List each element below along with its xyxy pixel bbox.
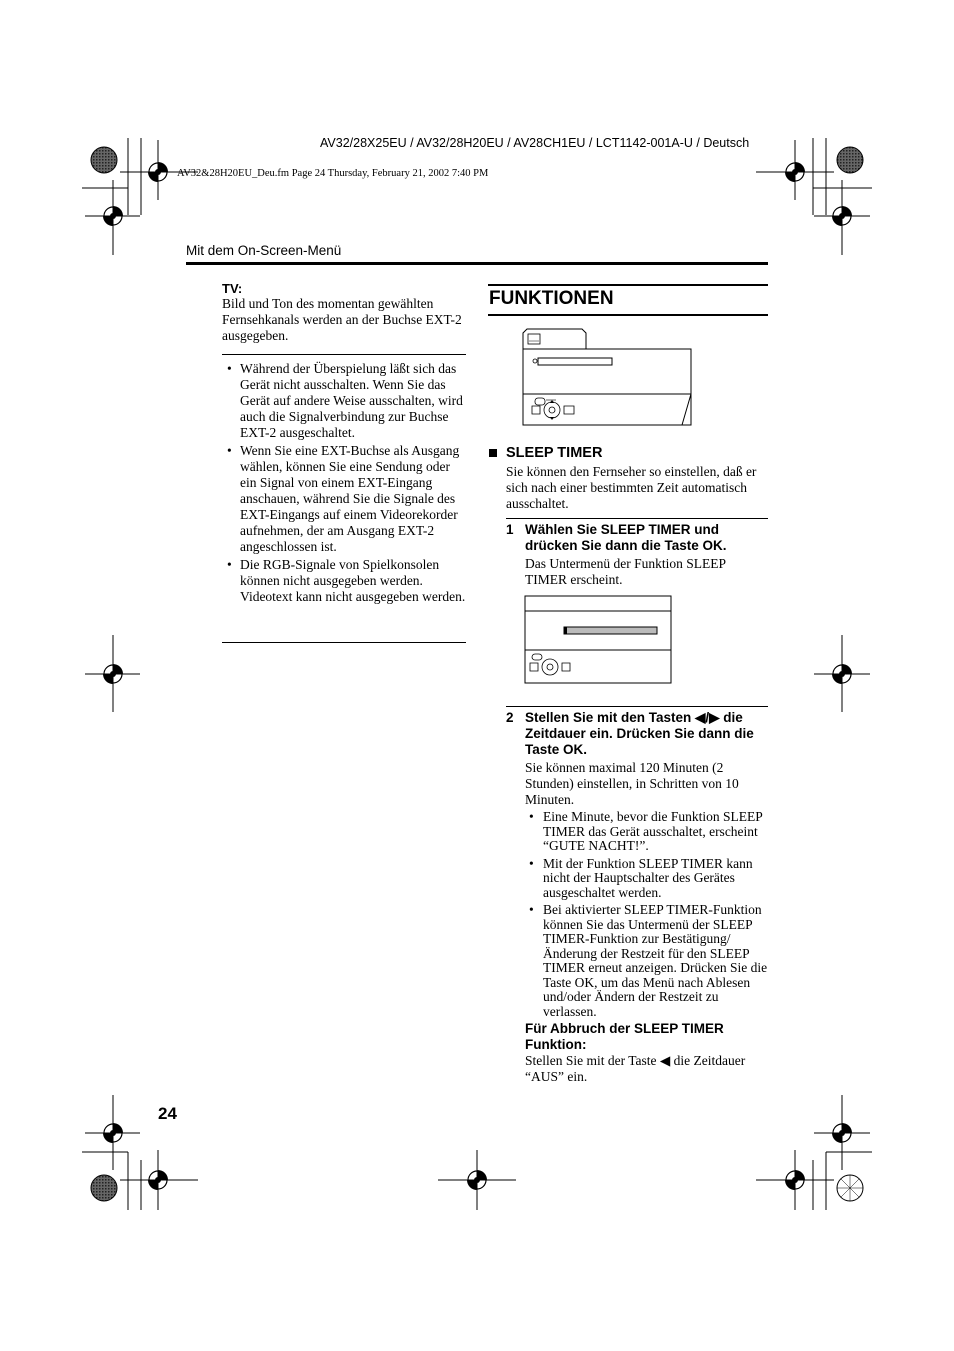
list-item: • Wenn Sie eine EXT-Buchse als Ausgang wählen, können Sie eine Sendung oder ein Signal von einem EXT-Eingang anschauen, während Sie die Signale des EXT-Eingangs auf einem Videorekorder aufnehmen, der am Ausgang EXT-2 angeschlossen ist. xyxy=(222,443,466,555)
document-id: AV32/28X25EU / AV32/28H20EU / AV28CH1EU / LCT1142-001A-U / Deutsch xyxy=(320,136,750,150)
page-title: FUNKTIONEN xyxy=(489,288,614,309)
page-number: 24 xyxy=(158,1104,177,1123)
menu-illustration-functions xyxy=(522,328,722,432)
step2-instruction: Stellen Sie mit den Tasten ◀/▶ die Zeitdauer ein. Drücken Sie dann die Taste OK. xyxy=(525,710,754,757)
section-rule xyxy=(186,262,768,265)
step-number: 1 xyxy=(506,522,514,537)
left-notes-list xyxy=(222,361,466,607)
sleep-timer-heading: SLEEP TIMER xyxy=(506,445,603,461)
cancel-heading: Für Abbruch der SLEEP TIMER Funktion: xyxy=(525,1021,724,1052)
file-info: AV32&28H20EU_Deu.fm Page 24 Thursday, February 21, 2002 7:40 PM xyxy=(177,168,489,179)
step2-notes-list xyxy=(525,810,769,1022)
section-label: Mit dem On-Screen-Menü xyxy=(186,243,342,258)
list-item: • Die RGB-Signale von Spielkonsolen können nicht ausgegeben werden. Videotext kann nicht ausgegeben werden. xyxy=(222,557,466,605)
tv-description: Bild und Ton des momentan gewählten Fernsehkanals werden an der Buchse EXT-2 ausgegeben. xyxy=(222,296,462,343)
list-item: • Während der Überspielung läßt sich das Gerät nicht ausschalten. Wenn Sie das Gerät auf andere Weise ausschalten, wird auch die Signalverbindung zur Buchse EXT-2 ausgeschaltet. xyxy=(222,361,466,441)
title-rule-bottom xyxy=(488,314,768,316)
list-item: • Eine Minute, bevor die Funktion SLEEP TIMER das Gerät ausschaltet, erscheint “GUTE NACHT!”. xyxy=(525,810,769,854)
bullet-square-icon xyxy=(489,449,497,457)
sleep-timer-description: Sie können den Fernseher so einstellen, daß er sich nach einer bestimmten Zeit automatisch ausschaltet. xyxy=(506,464,757,511)
title-rule-top xyxy=(488,284,768,286)
cancel-instruction: Stellen Sie mit der Taste ◀ die Zeitdauer “AUS” ein. xyxy=(525,1053,746,1084)
notes-top-rule xyxy=(222,354,466,355)
step-number: 2 xyxy=(506,710,514,725)
step1-rule xyxy=(506,518,768,519)
menu-illustration-sleep-timer xyxy=(524,595,674,685)
tv-label: TV: xyxy=(222,281,243,296)
list-item: • Bei aktivierter SLEEP TIMER-Funktion können Sie das Untermenü der SLEEP TIMER-Funktion zur Bestätigung/Änderung der Restzeit für den SLEEP TIMER erneut anzeigen. Drücken Sie die Taste OK, um das Menü nach Ablesen und/oder Ändern der Restzeit zu verlassen. xyxy=(525,903,769,1019)
step2-rule xyxy=(506,706,768,707)
list-item: • Mit der Funktion SLEEP TIMER kann nicht der Hauptschalter des Gerätes ausgeschaltet werden. xyxy=(525,857,769,901)
step1-instruction: Wählen Sie SLEEP TIMER und drücken Sie dann die Taste OK. xyxy=(525,522,727,553)
step1-result: Das Untermenü der Funktion SLEEP TIMER erscheint. xyxy=(525,556,726,587)
step2-description: Sie können maximal 120 Minuten (2 Stunden) einstellen, in Schritten von 10 Minuten. xyxy=(525,760,739,807)
notes-bottom-rule xyxy=(222,642,466,643)
